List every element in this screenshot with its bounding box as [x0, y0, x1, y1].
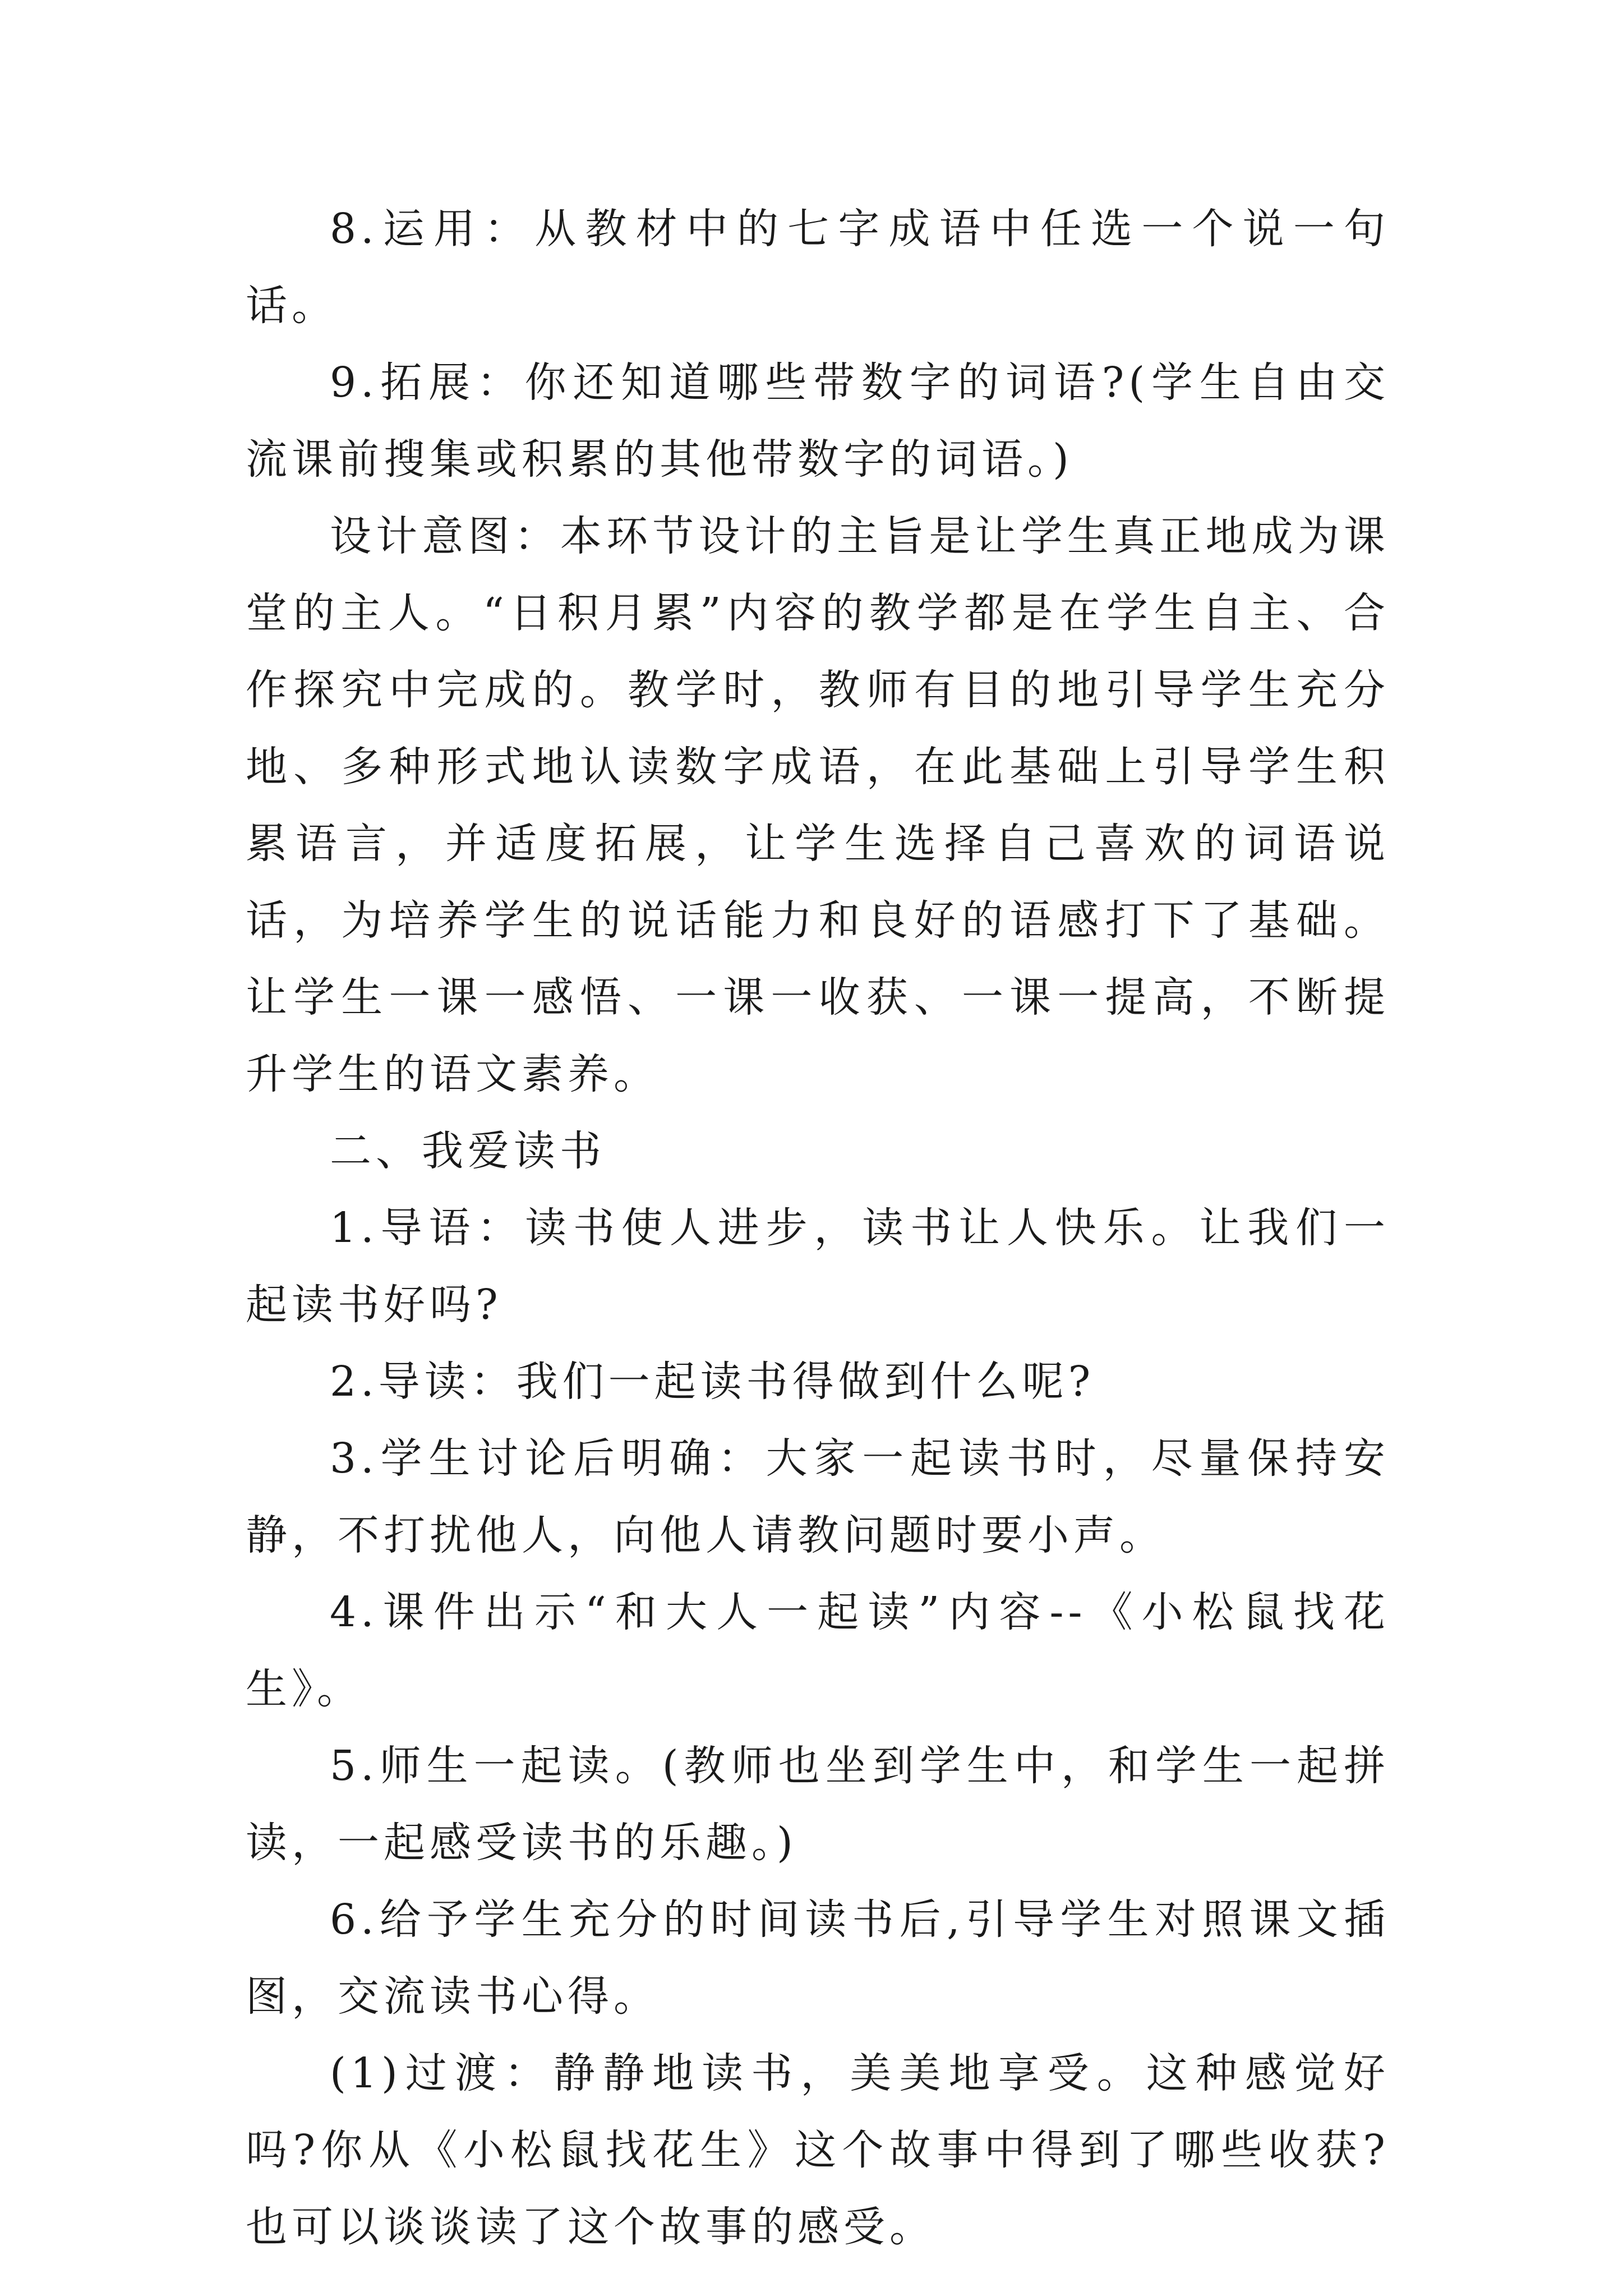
paragraph-extend: 9.拓展：你还知道哪些带数字的词语?(学生自由交流课前搜集或积累的其他带数字的词语。): [246, 358, 1390, 484]
paragraph-discussion: 3.学生讨论后明确：大家一起读书时，尽量保持安静，不打扰他人，向他人请教问题时要小声。: [246, 1434, 1390, 1559]
paragraph-intro: 1.导语：读书使人进步，读书让人快乐。让我们一起读书好吗?: [246, 1204, 1390, 1329]
paragraph-guided-reading: 2.导读：我们一起读书得做到什么呢?: [330, 1358, 1095, 1406]
document-body: [246, 191, 1390, 2266]
paragraph-apply: 8.运用：从教材中的七字成语中任选一个说一句话。: [246, 205, 1390, 330]
paragraph-courseware: 4.课件出示“和大人一起读”内容--《小松鼠找花生》。: [246, 1588, 1390, 1713]
paragraph-read-together: 5.师生一起读。(教师也坐到学生中，和学生一起拼读，一起感受读书的乐趣。): [246, 1742, 1390, 1867]
paragraph-design-intent: 设计意图：本环节设计的主旨是让学生真正地成为课堂的主人。“日积月累”内容的教学都是在学生自主、合作探究中完成的。教学时，教师有目的地引导学生充分地、多种形式地认读数字成语，在此基础上引导学生积累语言，并适度拓展，让学生选择自己喜欢的词语说话，为培养学生的说话能力和良好的语感打下了基础。让学生一课一感悟、一课一收获、一课一提高，不断提升学生的语文素养。: [246, 512, 1390, 1098]
section-heading-reading: 二、我爱读书: [330, 1127, 606, 1175]
paragraph-share: 6.给予学生充分的时间读书后,引导学生对照课文插图，交流读书心得。: [246, 1895, 1390, 2021]
paragraph-transition: (1)过渡：静静地读书，美美地享受。这种感觉好吗?你从《小松鼠找花生》这个故事中得到了哪些收获?也可以谈谈读了这个故事的感受。: [246, 2049, 1390, 2251]
